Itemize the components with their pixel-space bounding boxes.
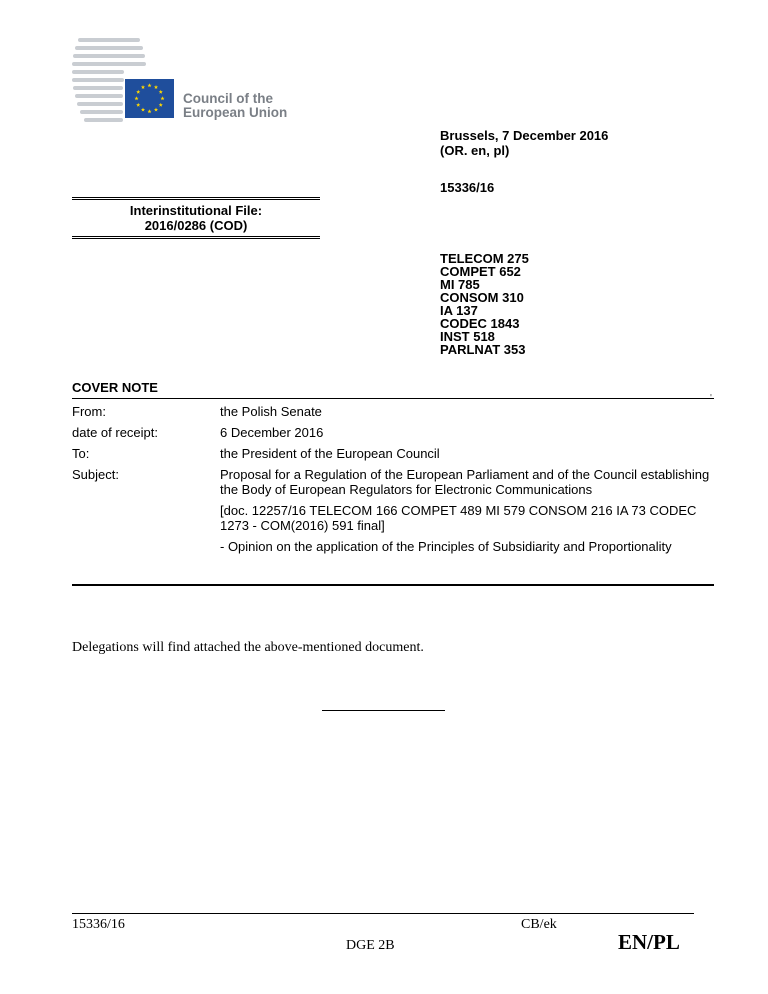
- footer-initials: CB/ek: [521, 917, 557, 932]
- subject-value: [220, 464, 714, 557]
- row-value: 6 December 2016: [220, 425, 324, 440]
- row-label: date of receipt:: [72, 425, 158, 440]
- row-label: To:: [72, 446, 90, 461]
- original-language: (OR. en, pl): [440, 143, 510, 158]
- footer-languages: EN/PL: [618, 930, 680, 954]
- row-label: Subject:: [72, 467, 119, 482]
- cover-note-bottom-rule: [72, 584, 714, 586]
- code-item: MI 785: [440, 277, 480, 292]
- subject-paragraph: - Opinion on the application of the Principles of Subsidiarity and Proportionality: [220, 539, 672, 554]
- classification-codes: [440, 252, 529, 356]
- row-label: From:: [72, 404, 106, 419]
- tick-mark: ': [710, 393, 712, 404]
- code-item: CONSOM 310: [440, 290, 524, 305]
- subject-paragraph: [doc. 12257/16 TELECOM 166 COMPET 489 MI 579 CONSOM 216 IA 73 CODEC 1273 - COM(2016) 591 final]: [220, 503, 697, 533]
- cover-note-top-rule: [72, 398, 714, 399]
- cover-row-date-of-receipt: [72, 422, 714, 443]
- interinstitutional-label: Interinstitutional File:: [129, 203, 263, 218]
- footer-doc-number: 15336/16: [72, 917, 125, 932]
- code-item: TELECOM 275: [440, 251, 529, 266]
- footer-department: DGE 2B: [346, 938, 395, 953]
- end-divider: [322, 710, 445, 711]
- row-value: the President of the European Council: [220, 446, 440, 461]
- code-item: COMPET 652: [440, 264, 521, 279]
- cover-row-subject: [72, 464, 714, 557]
- code-item: PARLNAT 353: [440, 342, 526, 357]
- document-number: 15336/16: [440, 180, 495, 195]
- subject-paragraph: Proposal for a Regulation of the European Parliament and of the Council establishing the Body of European Regulators for Electronic Communications: [220, 467, 710, 497]
- place-date: Brussels, 7 December 2016: [440, 128, 609, 143]
- cover-note-title: COVER NOTE: [72, 380, 158, 395]
- code-item: CODEC 1843: [440, 316, 520, 331]
- interinstitutional-file-number: 2016/0286 (COD): [144, 218, 248, 233]
- code-item: IA 137: [440, 303, 478, 318]
- row-value: the Polish Senate: [220, 404, 322, 419]
- cover-row-from: [72, 401, 714, 422]
- organization-name: Council of the European Union: [183, 91, 288, 120]
- code-item: INST 518: [440, 329, 495, 344]
- body-text: Delegations will find attached the above-mentioned document.: [72, 640, 424, 655]
- footer-rule: [72, 913, 694, 914]
- interinstitutional-file-box: [72, 197, 320, 239]
- cover-note-table: [72, 401, 714, 557]
- cover-row-to: [72, 443, 714, 464]
